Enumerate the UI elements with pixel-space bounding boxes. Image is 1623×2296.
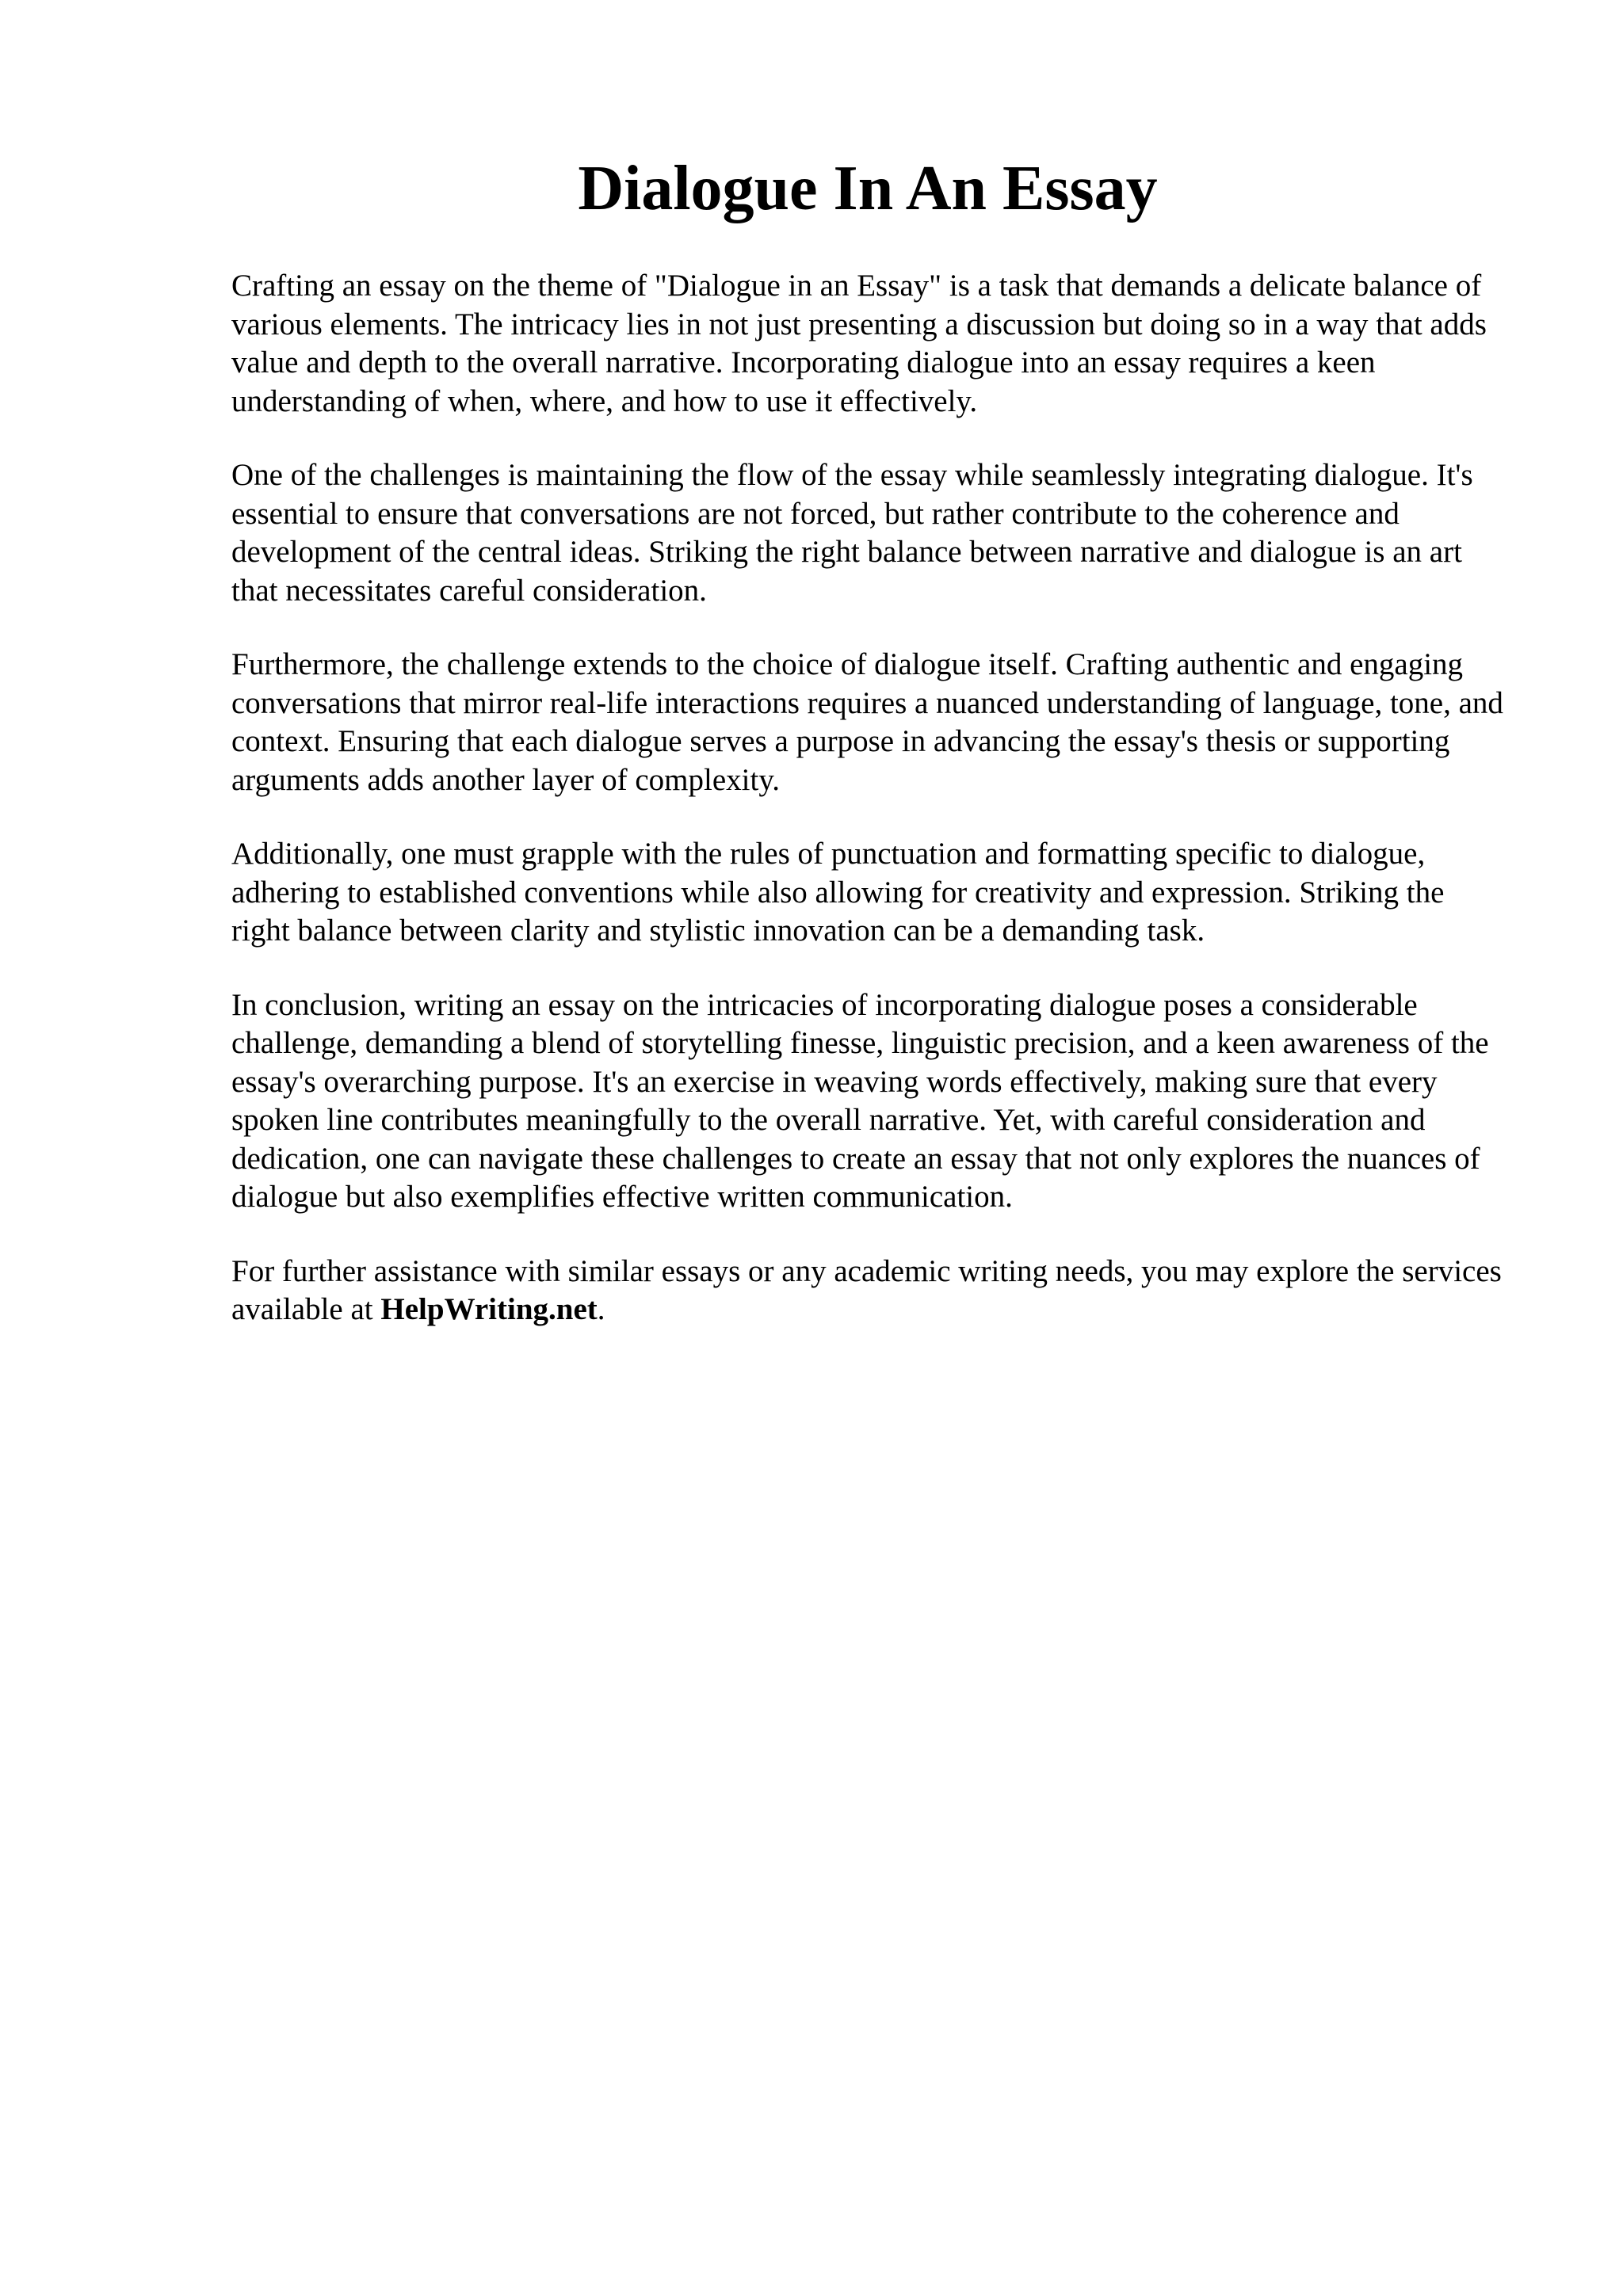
paragraph-4: Additionally, one must grapple with the rules of punctuation and formatting specific to dialogue, adhering to established conventions while also allowing for creativity and expression. Striking the right balance between clarity and stylistic innovation can be a demanding task.: [231, 837, 1445, 948]
closing-period: .: [597, 1292, 605, 1326]
paragraph-5: In conclusion, writing an essay on the intricacies of incorporating dialogue poses a considerable challenge, demanding a blend of storytelling finesse, linguistic precision, and a keen awareness of the essay's overarching purpose. It's an exercise in weaving words effectively, making sure that every spoken line contributes meaningfully to the overall narrative. Yet, with careful consideration and dedication, one can navigate these challenges to create an essay that not only explores the nuances of dialogue but also exemplifies effective written communication.: [231, 987, 1489, 1214]
helpwriting-link[interactable]: HelpWriting.net: [380, 1292, 598, 1326]
document-body: [231, 267, 1507, 1365]
paragraph-2: One of the challenges is maintaining the flow of the essay while seamlessly integrating dialogue. It's essential to ensure that conversations are not forced, but rather contribute to the coherence and development of the central ideas. Striking the right balance between narrative and dialogue is an art that necessitates careful consideration.: [231, 458, 1473, 608]
paragraph-1: Crafting an essay on the theme of "Dialogue in an Essay" is a task that demands a delicate balance of various elements. The intricacy lies in not just presenting a discussion but doing so in a way that adds value and depth to the overall narrative. Incorporating dialogue into an essay requires a keen understanding of when, where, and how to use it effectively.: [231, 269, 1487, 418]
closing-paragraph: [231, 1253, 1507, 1329]
paragraph-3: Furthermore, the challenge extends to the choice of dialogue itself. Crafting authentic and engaging conversations that mirror real-life interactions requires a nuanced understanding of language, tone, and context. Ensuring that each dialogue serves a purpose in advancing the essay's thesis or supporting arguments adds another layer of complexity.: [231, 647, 1503, 797]
document-title: Dialogue In An Essay: [578, 154, 1158, 223]
closing-text: For further assistance with similar essays or any academic writing needs, you may explore the services available at: [231, 1253, 1502, 1326]
